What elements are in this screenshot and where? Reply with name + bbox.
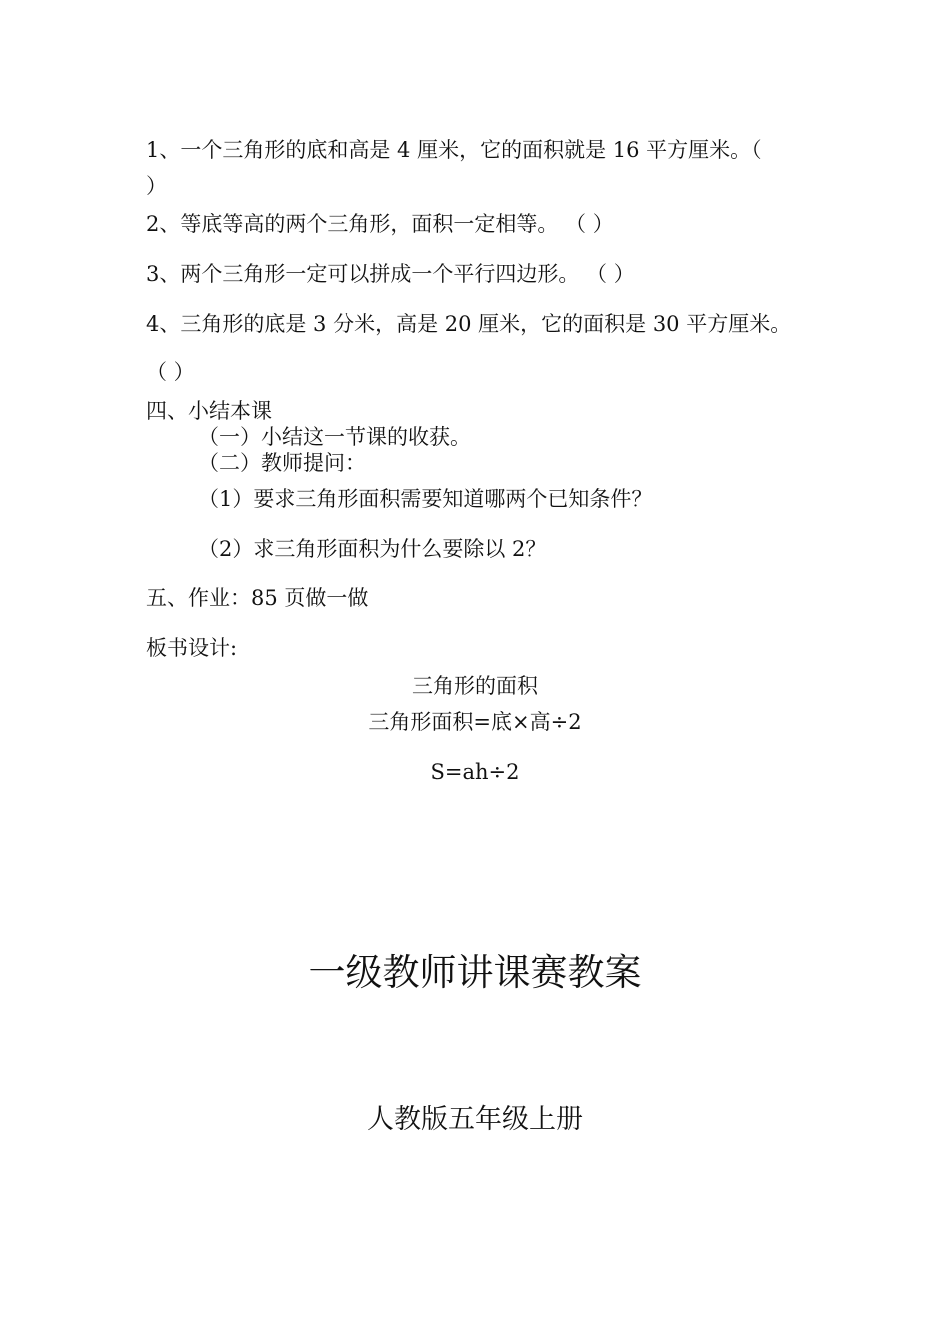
question-3: 3、两个三角形一定可以拼成一个平行四边形。 （ ） <box>146 262 635 286</box>
question-1-line-1: 1、一个三角形的底和高是 4 厘米，它的面积就是 16 平方厘米。（ <box>146 138 762 162</box>
board-design-label: 板书设计: <box>146 636 238 660</box>
board-formula-1: 三角形面积=底×高÷2 <box>368 710 582 734</box>
section-4-item-1: （一）小结这一节课的收获。 <box>198 425 471 449</box>
question-4-line-1: 4、三角形的底是 3 分米，高是 20 厘米，它的面积是 30 平方厘米。 <box>146 312 792 336</box>
board-formula-2: S=ah÷2 <box>430 760 520 784</box>
section-5-heading: 五、作业：85 页做一做 <box>146 586 369 610</box>
cover-title: 一级教师讲课赛教案 <box>308 951 642 994</box>
section-4-heading: 四、小结本课 <box>146 399 272 423</box>
section-4-item-2: （二）教师提问： <box>198 451 366 475</box>
cover-subtitle: 人教版五年级上册 <box>367 1104 583 1135</box>
question-2: 2、等底等高的两个三角形，面积一定相等。 （ ） <box>146 212 614 236</box>
board-title: 三角形的面积 <box>412 674 538 698</box>
question-4-line-2: （ ） <box>146 360 195 384</box>
section-4-question-2: （2）求三角形面积为什么要除以 2？ <box>198 537 547 561</box>
section-4-question-1: （1）要求三角形面积需要知道哪两个已知条件？ <box>198 487 653 511</box>
question-1-line-2: ） <box>146 174 167 198</box>
